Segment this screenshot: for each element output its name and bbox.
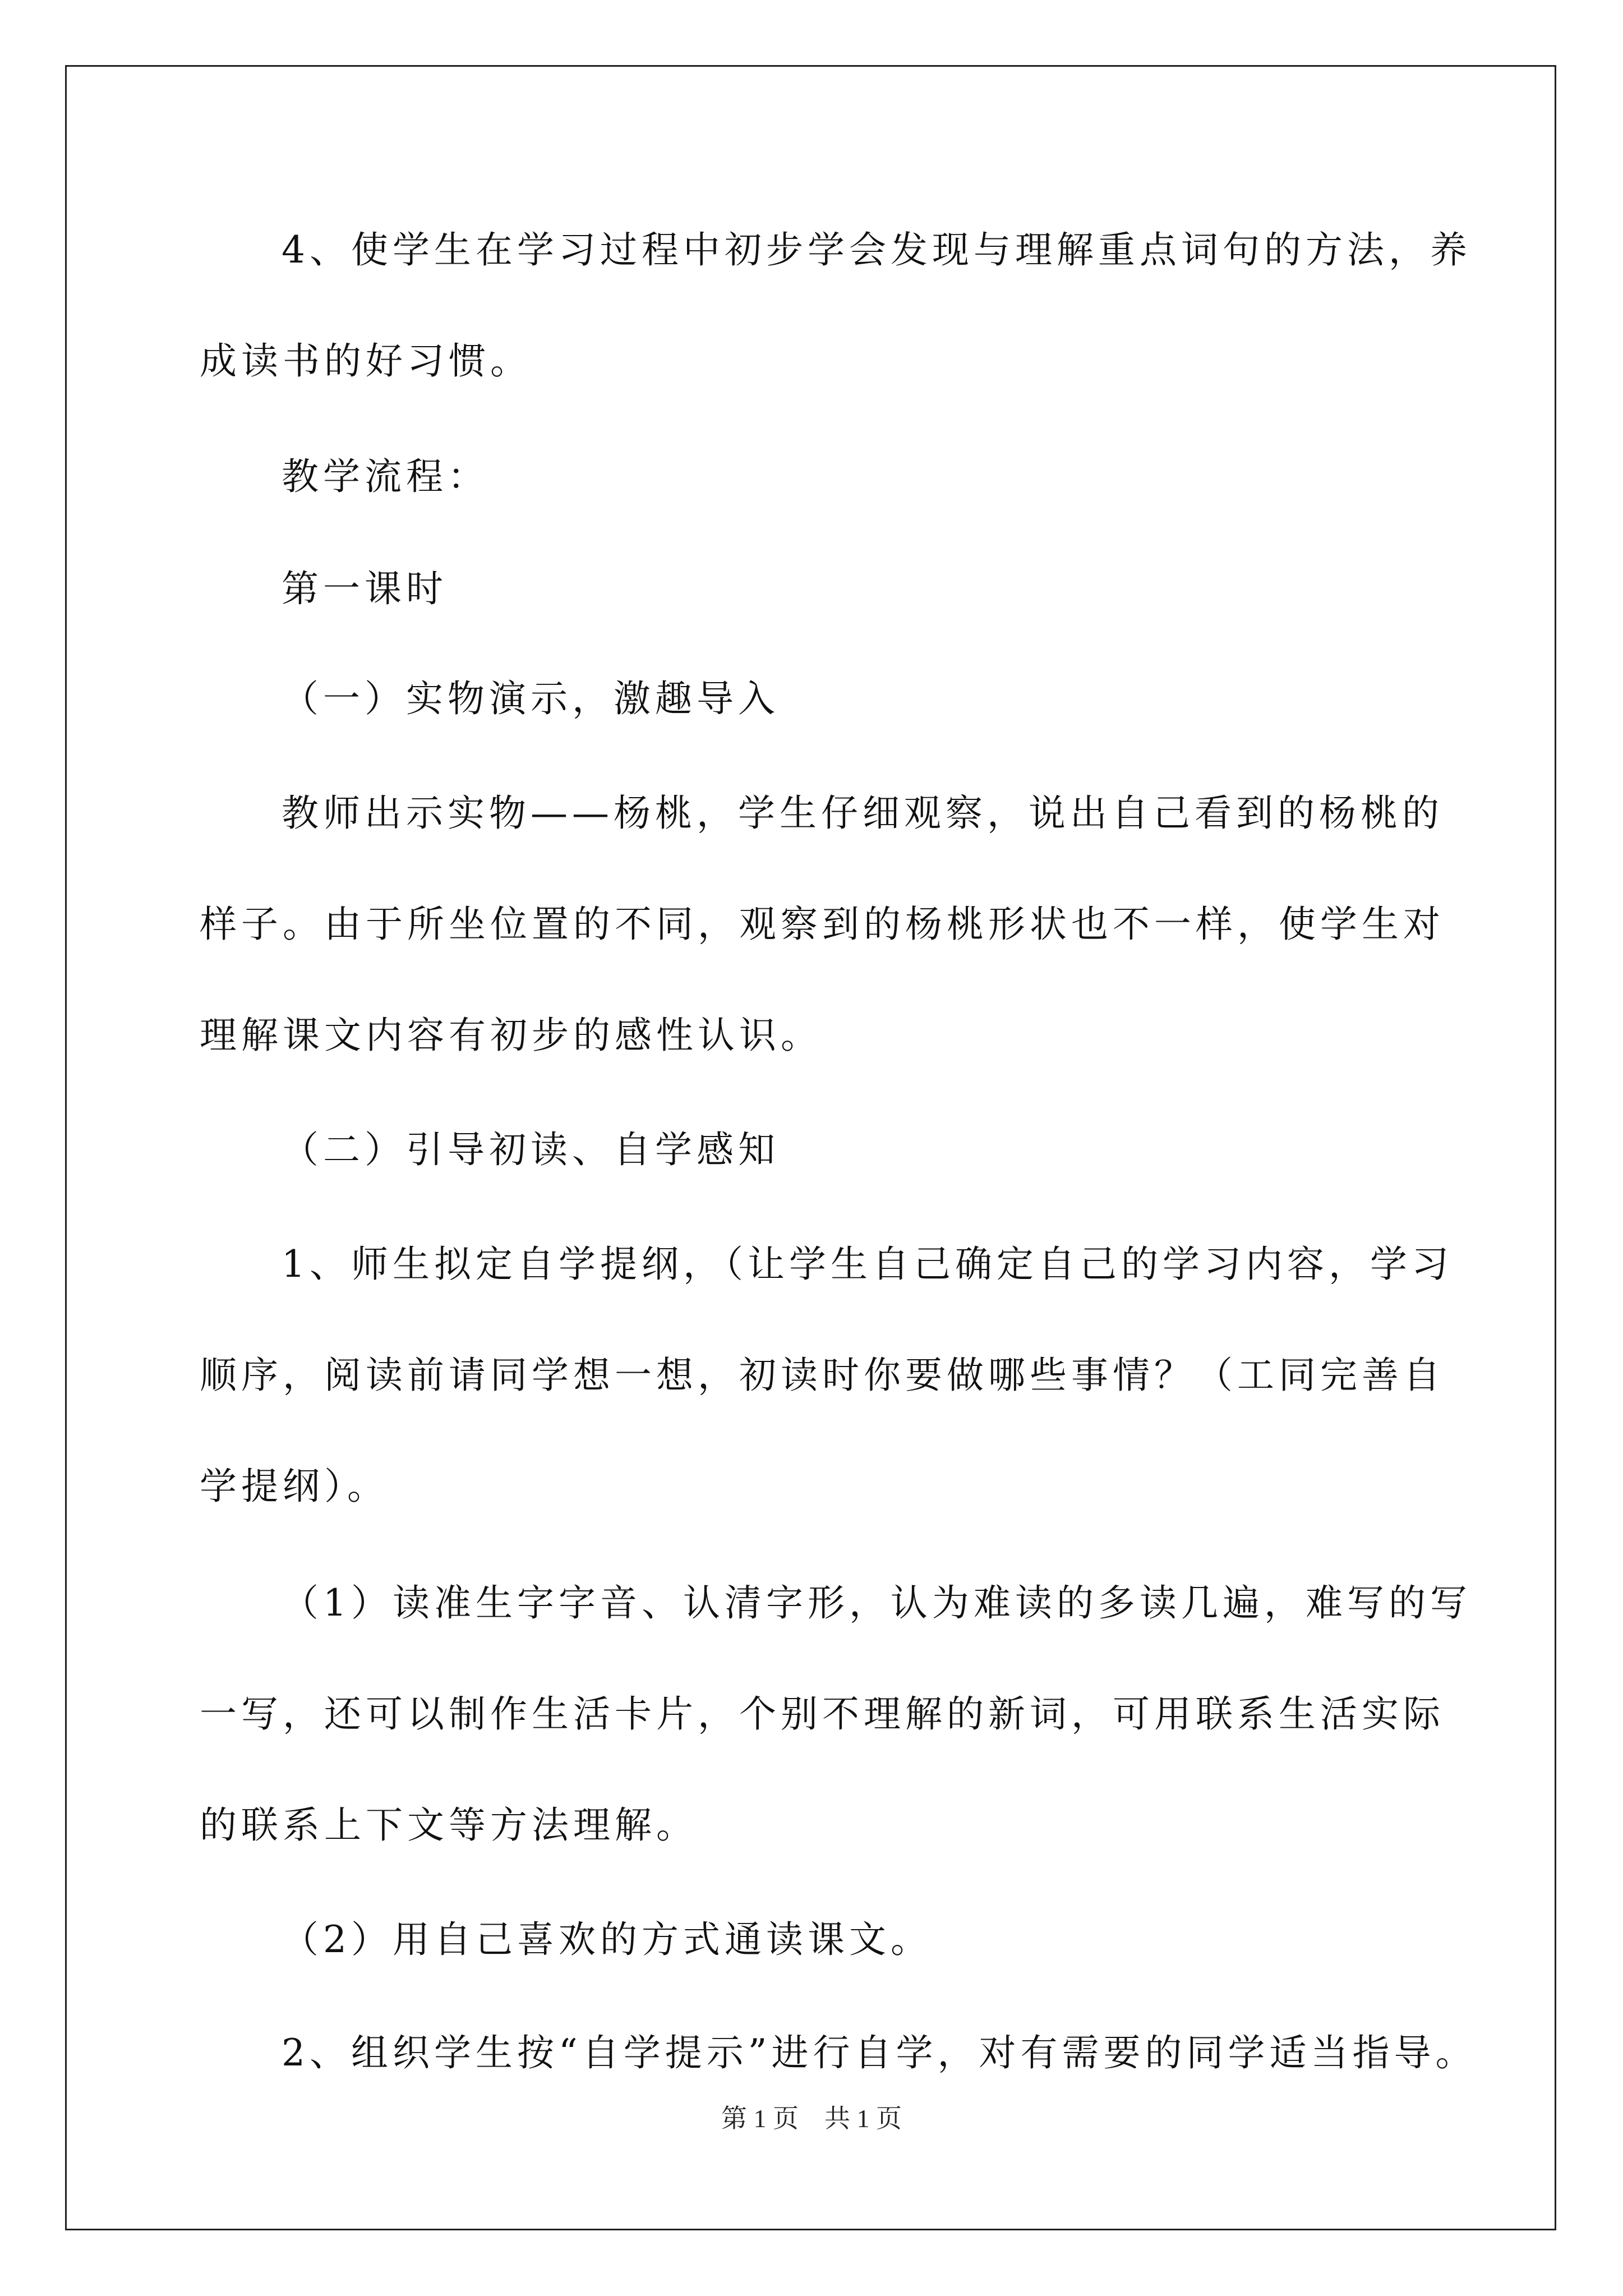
text-line: 顺序，阅读前请同学想一想，初读时你要做哪些事情？（工同完善自: [200, 1354, 1445, 1397]
paragraph-goal-4: [200, 192, 1472, 420]
paragraph-step-1: [200, 1206, 1453, 1545]
heading-section-two: [200, 1092, 1515, 1208]
heading-teaching-process: [200, 418, 1515, 535]
text-line: 学提纲）。: [200, 1465, 389, 1508]
text-line: 4、使学生在学习过程中初步学会发现与理解重点词句的方法，养: [282, 228, 1472, 272]
page-number-footer: 第 1 页 共 1 页: [721, 2104, 902, 2133]
paragraph-step-2: [200, 1995, 1515, 2111]
text-line: （二）引导初读、自学感知: [282, 1128, 780, 1171]
heading-section-one: [200, 641, 1515, 757]
text-line: （一）实物演示，激趣导入: [282, 677, 780, 720]
text-line: 成读书的好习惯。: [200, 339, 532, 383]
paragraph-sub-item-1: [200, 1545, 1472, 1884]
text-line: 2、组织学生按“自学提示”进行自学，对有需要的同学适当指导。: [282, 2031, 1477, 2074]
text-line: 教师出示实物——杨桃，学生仔细观察，说出自己看到的杨桃的: [282, 792, 1444, 835]
text-line: （1）读准生字字音、认清字形，认为难读的多读几遍，难写的写: [282, 1581, 1472, 1625]
text-line: 第一课时: [282, 567, 448, 610]
text-line: （2）用自己喜欢的方式通读课文。: [282, 1918, 932, 1961]
paragraph-demo: [200, 755, 1445, 1094]
text-line: 教学流程：: [282, 455, 489, 498]
text-line: 的联系上下文等方法理解。: [200, 1803, 698, 1847]
paragraph-sub-item-2: [200, 1881, 1515, 1998]
text-line: 一写，还可以制作生活卡片，个别不理解的新词，可用联系生活实际: [200, 1692, 1445, 1736]
text-line: 理解课文内容有初步的感性认识。: [200, 1014, 822, 1057]
text-line: 样子。由于所坐位置的不同，观察到的杨桃形状也不一样，使学生对: [200, 903, 1445, 946]
text-line: 1、师生拟定自学提纲，（让学生自己确定自己的学习内容，学习: [282, 1243, 1453, 1286]
heading-first-lesson: [200, 531, 1515, 647]
